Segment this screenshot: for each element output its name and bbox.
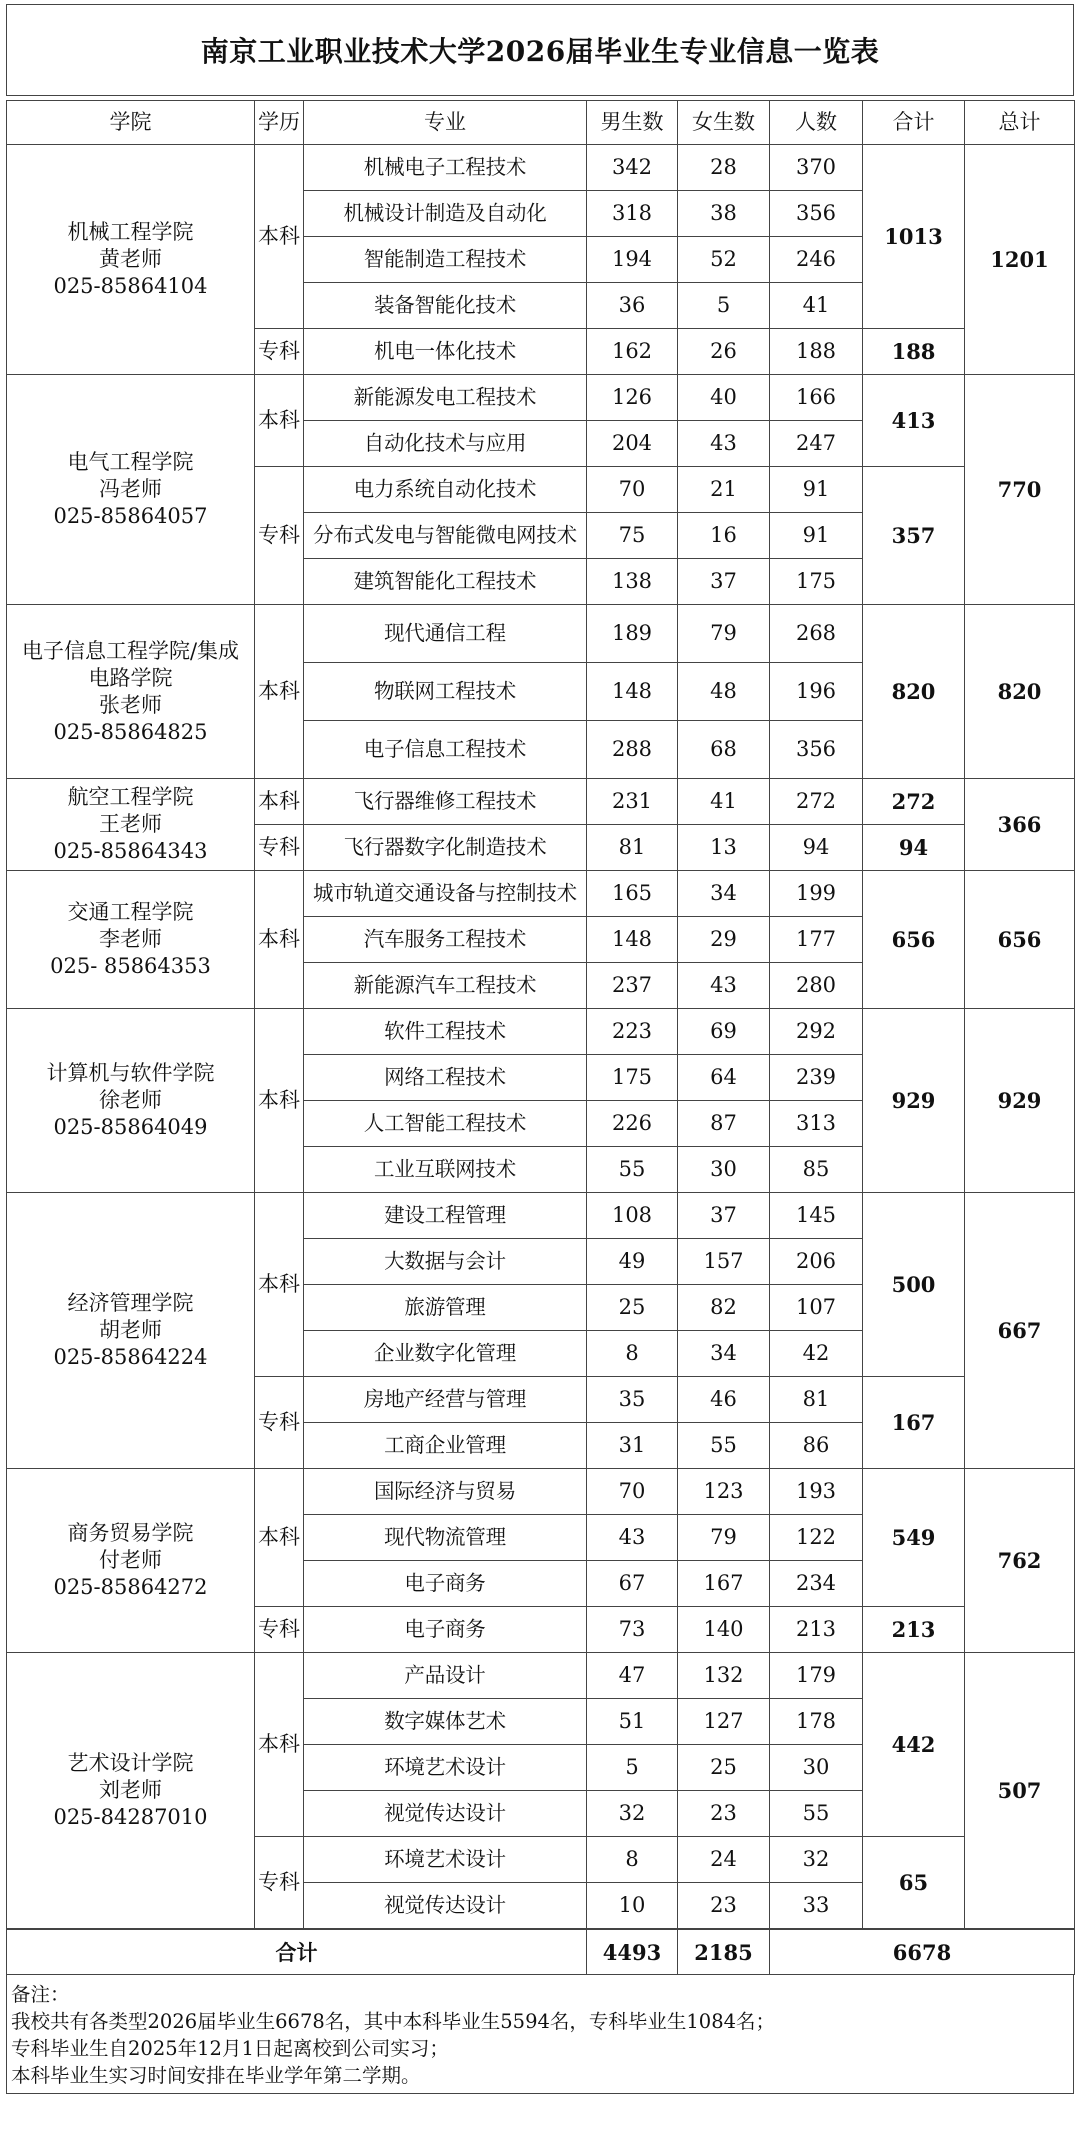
college-phone: 025-85864825 — [53, 719, 208, 744]
header-male: 男生数 — [587, 101, 678, 145]
major-count: 85 — [770, 1147, 863, 1193]
major-name: 分布式发电与智能微电网技术 — [304, 513, 587, 559]
info-sheet — [6, 4, 1074, 2094]
header-major: 专业 — [304, 101, 587, 145]
female-count: 5 — [678, 283, 770, 329]
female-count: 28 — [678, 145, 770, 191]
college-name: 电气工程学院 — [67, 450, 194, 474]
major-count: 206 — [770, 1239, 863, 1285]
male-count: 75 — [587, 513, 678, 559]
female-count: 34 — [678, 1331, 770, 1377]
major-count: 246 — [770, 237, 863, 283]
major-name: 房地产经营与管理 — [304, 1377, 587, 1423]
group-subtotal: 94 — [863, 825, 965, 871]
header-count: 人数 — [770, 101, 863, 145]
college-teacher: 黄老师 — [99, 247, 162, 271]
female-count: 43 — [678, 421, 770, 467]
female-count: 25 — [678, 1745, 770, 1791]
group-subtotal: 500 — [863, 1193, 965, 1377]
college-name: 电子信息工程学院/集成电路学院 — [21, 638, 240, 690]
college-cell — [7, 1469, 255, 1653]
male-count: 318 — [587, 191, 678, 237]
college-name: 机械工程学院 — [67, 220, 194, 244]
major-count: 166 — [770, 375, 863, 421]
male-count: 67 — [587, 1561, 678, 1607]
female-count: 82 — [678, 1285, 770, 1331]
college-name: 航空工程学院 — [67, 785, 194, 809]
major-name: 飞行器数字化制造技术 — [304, 825, 587, 871]
male-count: 226 — [587, 1101, 678, 1147]
level-cell: 本科 — [255, 145, 304, 329]
female-count: 69 — [678, 1009, 770, 1055]
major-name: 电子信息工程技术 — [304, 721, 587, 779]
female-count: 24 — [678, 1837, 770, 1883]
college-phone: 025-85864057 — [53, 504, 208, 528]
college-cell — [7, 1193, 255, 1469]
major-count: 313 — [770, 1101, 863, 1147]
major-name: 汽车服务工程技术 — [304, 917, 587, 963]
table-row — [7, 1653, 1075, 1699]
table-row — [7, 375, 1075, 421]
major-name: 现代通信工程 — [304, 605, 587, 663]
male-count: 165 — [587, 871, 678, 917]
female-count: 41 — [678, 779, 770, 825]
college-teacher: 徐老师 — [99, 1088, 162, 1112]
male-count: 25 — [587, 1285, 678, 1331]
header-row — [7, 101, 1075, 145]
college-phone: 025-85864224 — [53, 1345, 208, 1369]
header-subtotal: 合计 — [863, 101, 965, 145]
female-count: 123 — [678, 1469, 770, 1515]
college-name: 艺术设计学院 — [67, 1751, 194, 1775]
group-subtotal: 413 — [863, 375, 965, 467]
male-count: 31 — [587, 1423, 678, 1469]
major-name: 产品设计 — [304, 1653, 587, 1699]
table-row — [7, 1469, 1075, 1515]
notes-heading: 备注： — [11, 1983, 70, 2006]
major-count: 268 — [770, 605, 863, 663]
major-name: 人工智能工程技术 — [304, 1101, 587, 1147]
major-count: 91 — [770, 467, 863, 513]
major-count: 247 — [770, 421, 863, 467]
graduate-table — [6, 100, 1075, 1929]
major-name: 机电一体化技术 — [304, 329, 587, 375]
college-teacher: 刘老师 — [99, 1778, 162, 1802]
male-count: 35 — [587, 1377, 678, 1423]
level-cell: 本科 — [255, 1193, 304, 1377]
level-cell: 本科 — [255, 871, 304, 1009]
note-line: 我校共有各类型2026届毕业生6678名，其中本科毕业生5594名，专科毕业生1084名； — [11, 2010, 776, 2033]
major-name: 视觉传达设计 — [304, 1883, 587, 1929]
level-cell: 本科 — [255, 605, 304, 779]
female-count: 21 — [678, 467, 770, 513]
major-name: 自动化技术与应用 — [304, 421, 587, 467]
male-count: 148 — [587, 917, 678, 963]
grand-total-label: 合计 — [7, 1930, 587, 1975]
major-name: 物联网工程技术 — [304, 663, 587, 721]
major-count: 213 — [770, 1607, 863, 1653]
male-count: 70 — [587, 1469, 678, 1515]
female-count: 16 — [678, 513, 770, 559]
major-name: 电子商务 — [304, 1561, 587, 1607]
college-total: 770 — [965, 375, 1075, 605]
group-subtotal: 929 — [863, 1009, 965, 1193]
college-total: 507 — [965, 1653, 1075, 1929]
major-count: 86 — [770, 1423, 863, 1469]
major-name: 数字媒体艺术 — [304, 1699, 587, 1745]
college-total: 929 — [965, 1009, 1075, 1193]
female-count: 157 — [678, 1239, 770, 1285]
group-subtotal: 167 — [863, 1377, 965, 1469]
major-count: 30 — [770, 1745, 863, 1791]
major-count: 177 — [770, 917, 863, 963]
college-teacher: 王老师 — [99, 812, 162, 836]
level-cell: 本科 — [255, 1653, 304, 1837]
major-name: 软件工程技术 — [304, 1009, 587, 1055]
major-count: 272 — [770, 779, 863, 825]
level-cell: 专科 — [255, 1837, 304, 1929]
male-count: 138 — [587, 559, 678, 605]
group-subtotal: 1013 — [863, 145, 965, 329]
major-name: 企业数字化管理 — [304, 1331, 587, 1377]
major-name: 装备智能化技术 — [304, 283, 587, 329]
college-name: 计算机与软件学院 — [46, 1061, 215, 1085]
major-name: 电力系统自动化技术 — [304, 467, 587, 513]
major-name: 大数据与会计 — [304, 1239, 587, 1285]
major-count: 94 — [770, 825, 863, 871]
group-subtotal: 213 — [863, 1607, 965, 1653]
major-name: 飞行器维修工程技术 — [304, 779, 587, 825]
male-count: 5 — [587, 1745, 678, 1791]
major-name: 工商企业管理 — [304, 1423, 587, 1469]
male-count: 126 — [587, 375, 678, 421]
major-name: 新能源汽车工程技术 — [304, 963, 587, 1009]
female-count: 132 — [678, 1653, 770, 1699]
grand-total-female: 2185 — [678, 1930, 770, 1975]
female-count: 23 — [678, 1883, 770, 1929]
major-count: 188 — [770, 329, 863, 375]
college-name: 经济管理学院 — [67, 1291, 194, 1315]
male-count: 49 — [587, 1239, 678, 1285]
level-cell: 本科 — [255, 1009, 304, 1193]
college-teacher: 李老师 — [99, 927, 162, 951]
female-count: 79 — [678, 1515, 770, 1561]
major-count: 199 — [770, 871, 863, 917]
college-teacher: 胡老师 — [99, 1318, 162, 1342]
table-body — [7, 101, 1075, 1929]
table-row — [7, 1193, 1075, 1239]
female-count: 55 — [678, 1423, 770, 1469]
male-count: 36 — [587, 283, 678, 329]
grand-total-male: 4493 — [587, 1930, 678, 1975]
major-name: 视觉传达设计 — [304, 1791, 587, 1837]
header-level: 学历 — [255, 101, 304, 145]
college-teacher: 冯老师 — [99, 477, 162, 501]
major-count: 33 — [770, 1883, 863, 1929]
male-count: 73 — [587, 1607, 678, 1653]
major-count: 91 — [770, 513, 863, 559]
college-phone: 025-85864104 — [53, 274, 208, 298]
major-count: 55 — [770, 1791, 863, 1837]
female-count: 34 — [678, 871, 770, 917]
major-name: 机械设计制造及自动化 — [304, 191, 587, 237]
header-total: 总计 — [965, 101, 1075, 145]
female-count: 13 — [678, 825, 770, 871]
female-count: 127 — [678, 1699, 770, 1745]
female-count: 43 — [678, 963, 770, 1009]
major-count: 280 — [770, 963, 863, 1009]
level-cell: 专科 — [255, 1377, 304, 1469]
female-count: 29 — [678, 917, 770, 963]
college-total: 1201 — [965, 145, 1075, 375]
male-count: 288 — [587, 721, 678, 779]
grand-total-row — [7, 1930, 1075, 1975]
level-cell: 本科 — [255, 1469, 304, 1607]
male-count: 70 — [587, 467, 678, 513]
female-count: 26 — [678, 329, 770, 375]
college-cell — [7, 1653, 255, 1929]
group-subtotal: 272 — [863, 779, 965, 825]
grand-total-all: 6678 — [770, 1930, 1075, 1975]
major-count: 41 — [770, 283, 863, 329]
major-name: 机械电子工程技术 — [304, 145, 587, 191]
group-subtotal: 442 — [863, 1653, 965, 1837]
college-name: 交通工程学院 — [67, 900, 194, 924]
major-name: 城市轨道交通设备与控制技术 — [304, 871, 587, 917]
college-total: 366 — [965, 779, 1075, 871]
female-count: 48 — [678, 663, 770, 721]
male-count: 43 — [587, 1515, 678, 1561]
male-count: 237 — [587, 963, 678, 1009]
female-count: 64 — [678, 1055, 770, 1101]
female-count: 40 — [678, 375, 770, 421]
college-phone: 025- 85864353 — [50, 954, 211, 978]
major-count: 179 — [770, 1653, 863, 1699]
level-cell: 本科 — [255, 779, 304, 825]
male-count: 223 — [587, 1009, 678, 1055]
table-row — [7, 779, 1075, 825]
page-title: 南京工业职业技术大学2026届毕业生专业信息一览表 — [6, 4, 1074, 96]
major-name: 环境艺术设计 — [304, 1745, 587, 1791]
college-teacher: 付老师 — [99, 1548, 162, 1572]
male-count: 204 — [587, 421, 678, 467]
note-line: 本科毕业生实习时间安排在毕业学年第二学期。 — [11, 2064, 421, 2087]
group-subtotal: 188 — [863, 329, 965, 375]
table-row — [7, 871, 1075, 917]
college-name: 商务贸易学院 — [67, 1521, 194, 1545]
major-name: 环境艺术设计 — [304, 1837, 587, 1883]
header-college: 学院 — [7, 101, 255, 145]
male-count: 8 — [587, 1331, 678, 1377]
female-count: 52 — [678, 237, 770, 283]
header-female: 女生数 — [678, 101, 770, 145]
major-count: 234 — [770, 1561, 863, 1607]
level-cell: 专科 — [255, 329, 304, 375]
level-cell: 本科 — [255, 375, 304, 467]
male-count: 32 — [587, 1791, 678, 1837]
male-count: 51 — [587, 1699, 678, 1745]
college-cell — [7, 375, 255, 605]
college-total: 656 — [965, 871, 1075, 1009]
totals-table — [6, 1929, 1075, 1975]
major-name: 工业互联网技术 — [304, 1147, 587, 1193]
major-count: 107 — [770, 1285, 863, 1331]
major-count: 356 — [770, 191, 863, 237]
college-cell — [7, 145, 255, 375]
major-name: 电子商务 — [304, 1607, 587, 1653]
major-name: 现代物流管理 — [304, 1515, 587, 1561]
college-total: 820 — [965, 605, 1075, 779]
female-count: 140 — [678, 1607, 770, 1653]
male-count: 162 — [587, 329, 678, 375]
major-name: 网络工程技术 — [304, 1055, 587, 1101]
table-row — [7, 605, 1075, 663]
female-count: 79 — [678, 605, 770, 663]
level-cell: 专科 — [255, 1607, 304, 1653]
group-subtotal: 820 — [863, 605, 965, 779]
major-count: 196 — [770, 663, 863, 721]
college-phone: 025-85864272 — [53, 1575, 208, 1599]
level-cell: 专科 — [255, 467, 304, 605]
male-count: 81 — [587, 825, 678, 871]
college-cell — [7, 1009, 255, 1193]
major-name: 新能源发电工程技术 — [304, 375, 587, 421]
female-count: 30 — [678, 1147, 770, 1193]
college-cell — [7, 871, 255, 1009]
male-count: 194 — [587, 237, 678, 283]
major-count: 42 — [770, 1331, 863, 1377]
notes-block — [6, 1975, 1074, 2094]
college-cell — [7, 605, 255, 779]
major-count: 193 — [770, 1469, 863, 1515]
major-count: 178 — [770, 1699, 863, 1745]
major-name: 旅游管理 — [304, 1285, 587, 1331]
male-count: 148 — [587, 663, 678, 721]
major-name: 建设工程管理 — [304, 1193, 587, 1239]
male-count: 10 — [587, 1883, 678, 1929]
major-count: 370 — [770, 145, 863, 191]
college-phone: 025-85864343 — [53, 839, 208, 863]
major-name: 国际经济与贸易 — [304, 1469, 587, 1515]
major-count: 175 — [770, 559, 863, 605]
major-name: 智能制造工程技术 — [304, 237, 587, 283]
female-count: 87 — [678, 1101, 770, 1147]
male-count: 47 — [587, 1653, 678, 1699]
note-line: 专科毕业生自2025年12月1日起离校到公司实习； — [11, 2037, 449, 2060]
group-subtotal: 549 — [863, 1469, 965, 1607]
male-count: 342 — [587, 145, 678, 191]
male-count: 8 — [587, 1837, 678, 1883]
college-total: 762 — [965, 1469, 1075, 1653]
college-cell — [7, 779, 255, 871]
male-count: 231 — [587, 779, 678, 825]
college-phone: 025-85864049 — [53, 1115, 208, 1139]
female-count: 38 — [678, 191, 770, 237]
major-name: 建筑智能化工程技术 — [304, 559, 587, 605]
college-total: 667 — [965, 1193, 1075, 1469]
group-subtotal: 65 — [863, 1837, 965, 1929]
female-count: 46 — [678, 1377, 770, 1423]
major-count: 239 — [770, 1055, 863, 1101]
male-count: 108 — [587, 1193, 678, 1239]
major-count: 356 — [770, 721, 863, 779]
major-count: 81 — [770, 1377, 863, 1423]
male-count: 175 — [587, 1055, 678, 1101]
female-count: 37 — [678, 1193, 770, 1239]
college-teacher: 张老师 — [99, 692, 162, 717]
group-subtotal: 357 — [863, 467, 965, 605]
female-count: 23 — [678, 1791, 770, 1837]
major-count: 145 — [770, 1193, 863, 1239]
major-count: 292 — [770, 1009, 863, 1055]
college-phone: 025-84287010 — [53, 1805, 208, 1829]
female-count: 167 — [678, 1561, 770, 1607]
female-count: 37 — [678, 559, 770, 605]
major-count: 122 — [770, 1515, 863, 1561]
female-count: 68 — [678, 721, 770, 779]
group-subtotal: 656 — [863, 871, 965, 1009]
major-count: 32 — [770, 1837, 863, 1883]
table-row — [7, 145, 1075, 191]
male-count: 189 — [587, 605, 678, 663]
level-cell: 专科 — [255, 825, 304, 871]
table-row — [7, 1009, 1075, 1055]
male-count: 55 — [587, 1147, 678, 1193]
